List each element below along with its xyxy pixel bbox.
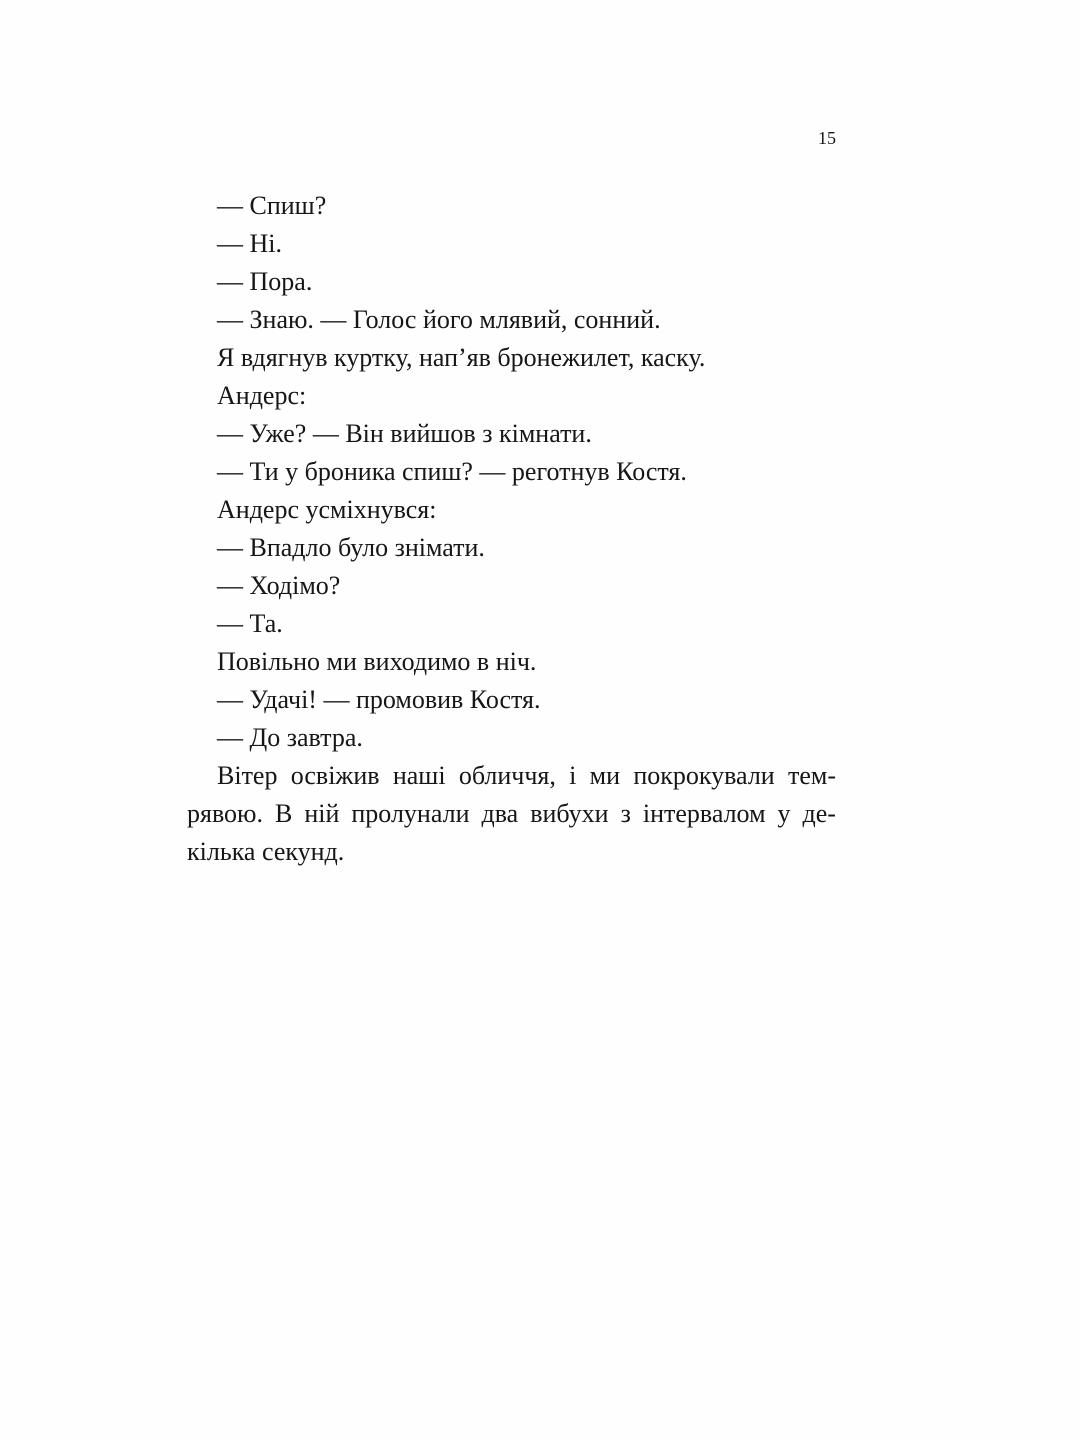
- word: обличчя,: [458, 761, 556, 790]
- text-line: Я вдягнув куртку, нап’яв бронежилет, каску.: [217, 343, 706, 372]
- paragraph-line-justified: [187, 757, 836, 795]
- word: де-: [802, 799, 836, 828]
- text-line: — Удачі! — промовив Костя.: [217, 685, 541, 714]
- word: ній: [304, 799, 340, 828]
- text-line: Андерс усміхнувся:: [217, 495, 437, 524]
- word: у: [777, 799, 791, 828]
- text-line: — Ти у броника спиш? — реготнув Костя.: [217, 457, 687, 486]
- text-line: — Впадло було знімати.: [217, 533, 485, 562]
- page-number: 15: [818, 128, 836, 148]
- word: два: [481, 799, 519, 828]
- text-line: Повільно ми виходимо в ніч.: [217, 647, 537, 676]
- text-line: — Ходімо?: [217, 571, 341, 600]
- text-line: — Ні.: [217, 229, 282, 258]
- word: вибухи: [530, 799, 609, 828]
- word: пролунали: [351, 799, 470, 828]
- text-line: — Уже? — Він вийшов з кімнати.: [217, 419, 592, 448]
- word: рявою.: [187, 799, 263, 828]
- word: покрокували: [633, 761, 775, 790]
- word: тем-: [787, 761, 836, 790]
- word: ми: [589, 761, 621, 790]
- text-line: — Спиш?: [217, 191, 327, 220]
- text-line: — Знаю. — Голос його млявий, сонний.: [217, 305, 661, 334]
- word: з: [620, 799, 631, 828]
- word: освіжив: [290, 761, 380, 790]
- word: наші: [392, 761, 446, 790]
- text-line: — До завтра.: [217, 723, 363, 752]
- page-text: [187, 187, 836, 871]
- word: інтервалом: [642, 799, 766, 828]
- text-line: — Пора.: [217, 267, 313, 296]
- word: і: [569, 761, 577, 790]
- word: Вітер: [217, 761, 278, 790]
- word: В: [274, 799, 293, 828]
- text-line: — Та.: [217, 609, 283, 638]
- text-line: Андерс:: [217, 381, 307, 410]
- paragraph-line-last: кілька секунд.: [187, 837, 345, 866]
- paragraph-line-justified: [187, 795, 836, 833]
